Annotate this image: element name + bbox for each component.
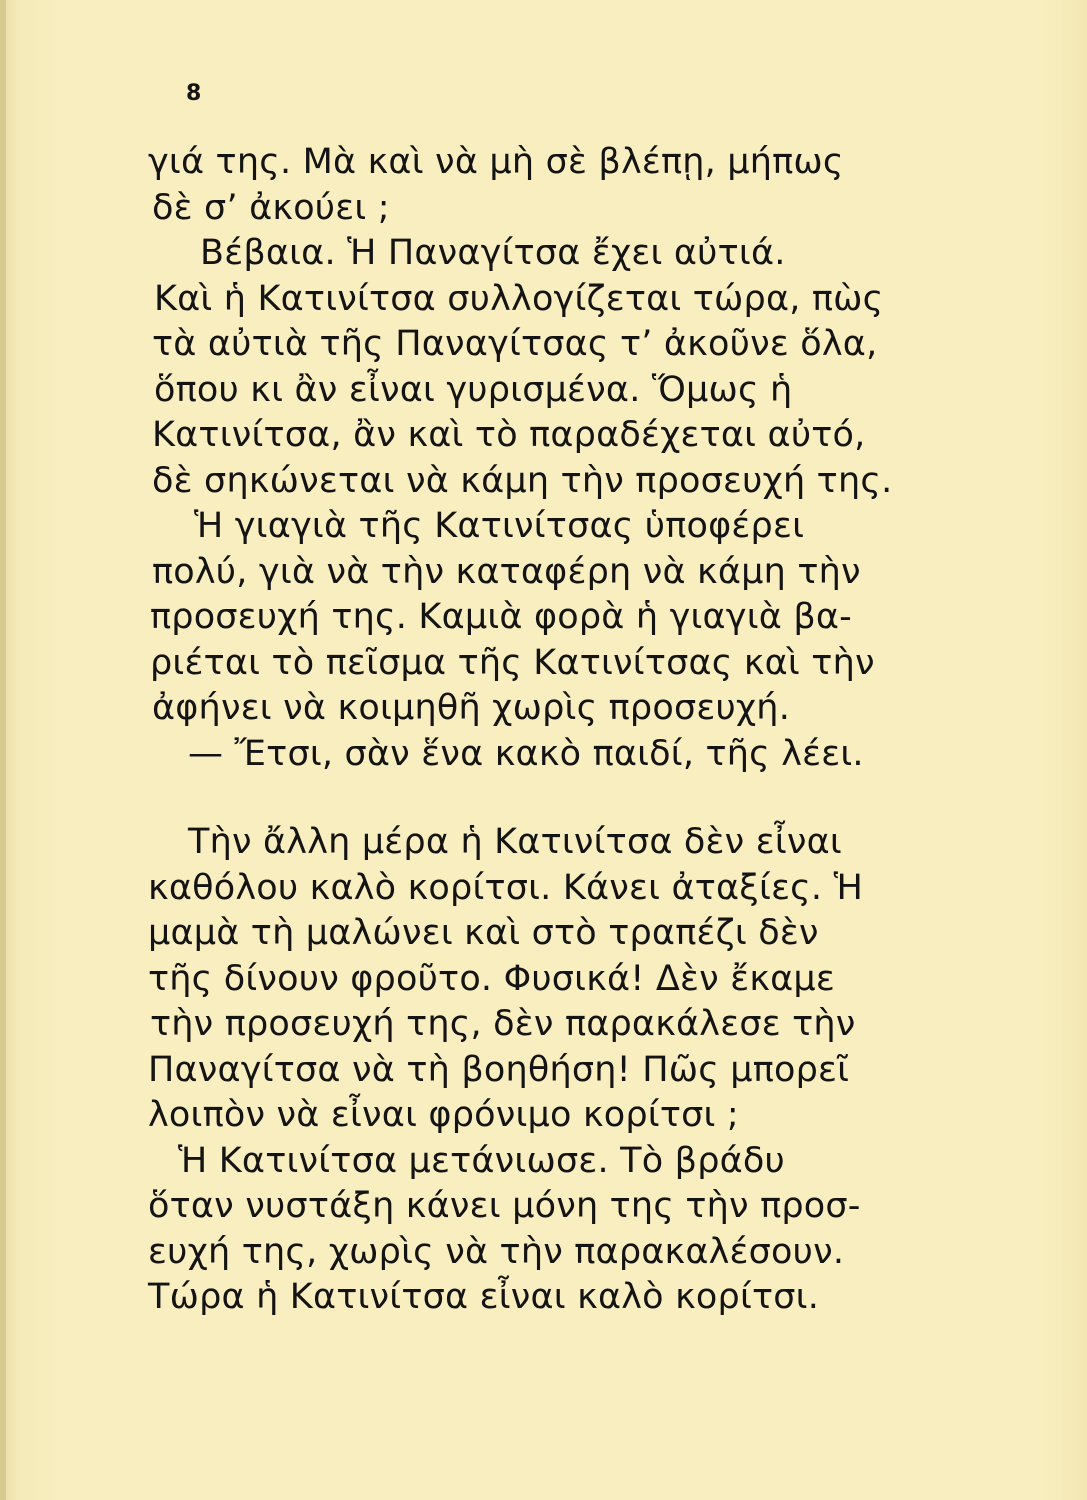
text-line: Τὴν ἄλλη μέρα ἡ Κατινίτσα δὲν εἶναι — [188, 822, 842, 862]
text-line: τῆς δίνουν φροῦτο. Φυσικά! Δὲν ἔκαμε — [148, 958, 835, 999]
text-line: δὲ σηκώνεται νὰ κάμη τὴν προσευχή της. — [152, 460, 893, 501]
page-number: 8 — [186, 81, 202, 106]
text-line: Βέβαια. Ἡ Παναγίτσα ἔχει αὐτιά. — [200, 233, 786, 273]
page-binding-edge — [0, 0, 6, 1500]
text-line: μαμὰ τὴ μαλώνει καὶ στὸ τραπέζι δὲν — [148, 913, 819, 953]
text-line: γιά της. Μὰ καὶ νὰ μὴ σὲ βλέπῃ, μήπως — [148, 142, 844, 182]
text-line: τὰ αὐτιὰ τῆς Παναγίτσας τ’ ἀκοῦνε ὅλα, — [152, 324, 878, 364]
text-line: Παναγίτσα νὰ τὴ βοηθήση! Πῶς μπορεῖ — [148, 1049, 850, 1090]
text-line: Ἡ Κατινίτσα μετάνιωσε. Τὸ βράδυ — [178, 1140, 785, 1181]
text-section-2 — [148, 820, 988, 1321]
text-line: προσευχή της. Καμιὰ φορὰ ἡ γιαγιὰ βα- — [150, 597, 852, 637]
text-line: τὴν προσευχή της, δὲν παρακάλεσε τὴν — [150, 1004, 856, 1044]
text-line: ὅπου κι ἂν εἶναι γυρισμένα. Ὅμως ἡ — [154, 369, 793, 410]
text-line: καθόλου καλὸ κορίτσι. Κάνει ἀταξίες. Ἡ — [148, 867, 864, 908]
paragraph-gap — [148, 777, 988, 820]
text-line: λοιπὸν νὰ εἶναι φρόνιμο κορίτσι ; — [148, 1095, 739, 1135]
text-line: ἀφήνει νὰ κοιμηθῆ χωρὶς προσευχή. — [152, 688, 791, 728]
text-line: πολύ, γιὰ νὰ τὴν καταφέρη νὰ κάμη τὴν — [152, 551, 861, 592]
text-line: Τώρα ἡ Κατινίτσα εἶναι καλὸ κορίτσι. — [148, 1277, 820, 1317]
text-section-1 — [148, 140, 988, 777]
text-line: Ἡ γιαγιὰ τῆς Κατινίτσας ὑποφέρει — [194, 506, 805, 546]
body-text — [148, 140, 988, 1321]
text-line: — Ἔτσι, σὰν ἕνα κακὸ παιδί, τῆς λέει. — [188, 733, 864, 774]
text-line: Καὶ ἡ Κατινίτσα συλλογίζεται τώρα, πὼς — [154, 278, 884, 319]
text-line: δὲ σ’ ἀκούει ; — [152, 187, 390, 228]
text-line: ὅταν νυστάξη κάνει μόνη της τὴν προσ- — [148, 1186, 861, 1226]
text-line: ευχή της, χωρὶς νὰ τὴν παρακαλέσουν. — [148, 1231, 845, 1272]
text-line: Κατινίτσα, ἂν καὶ τὸ παραδέχεται αὐτό, — [152, 415, 866, 455]
text-line: ριέται τὸ πεῖσμα τῆς Κατινίτσας καὶ τὴν — [150, 642, 875, 683]
